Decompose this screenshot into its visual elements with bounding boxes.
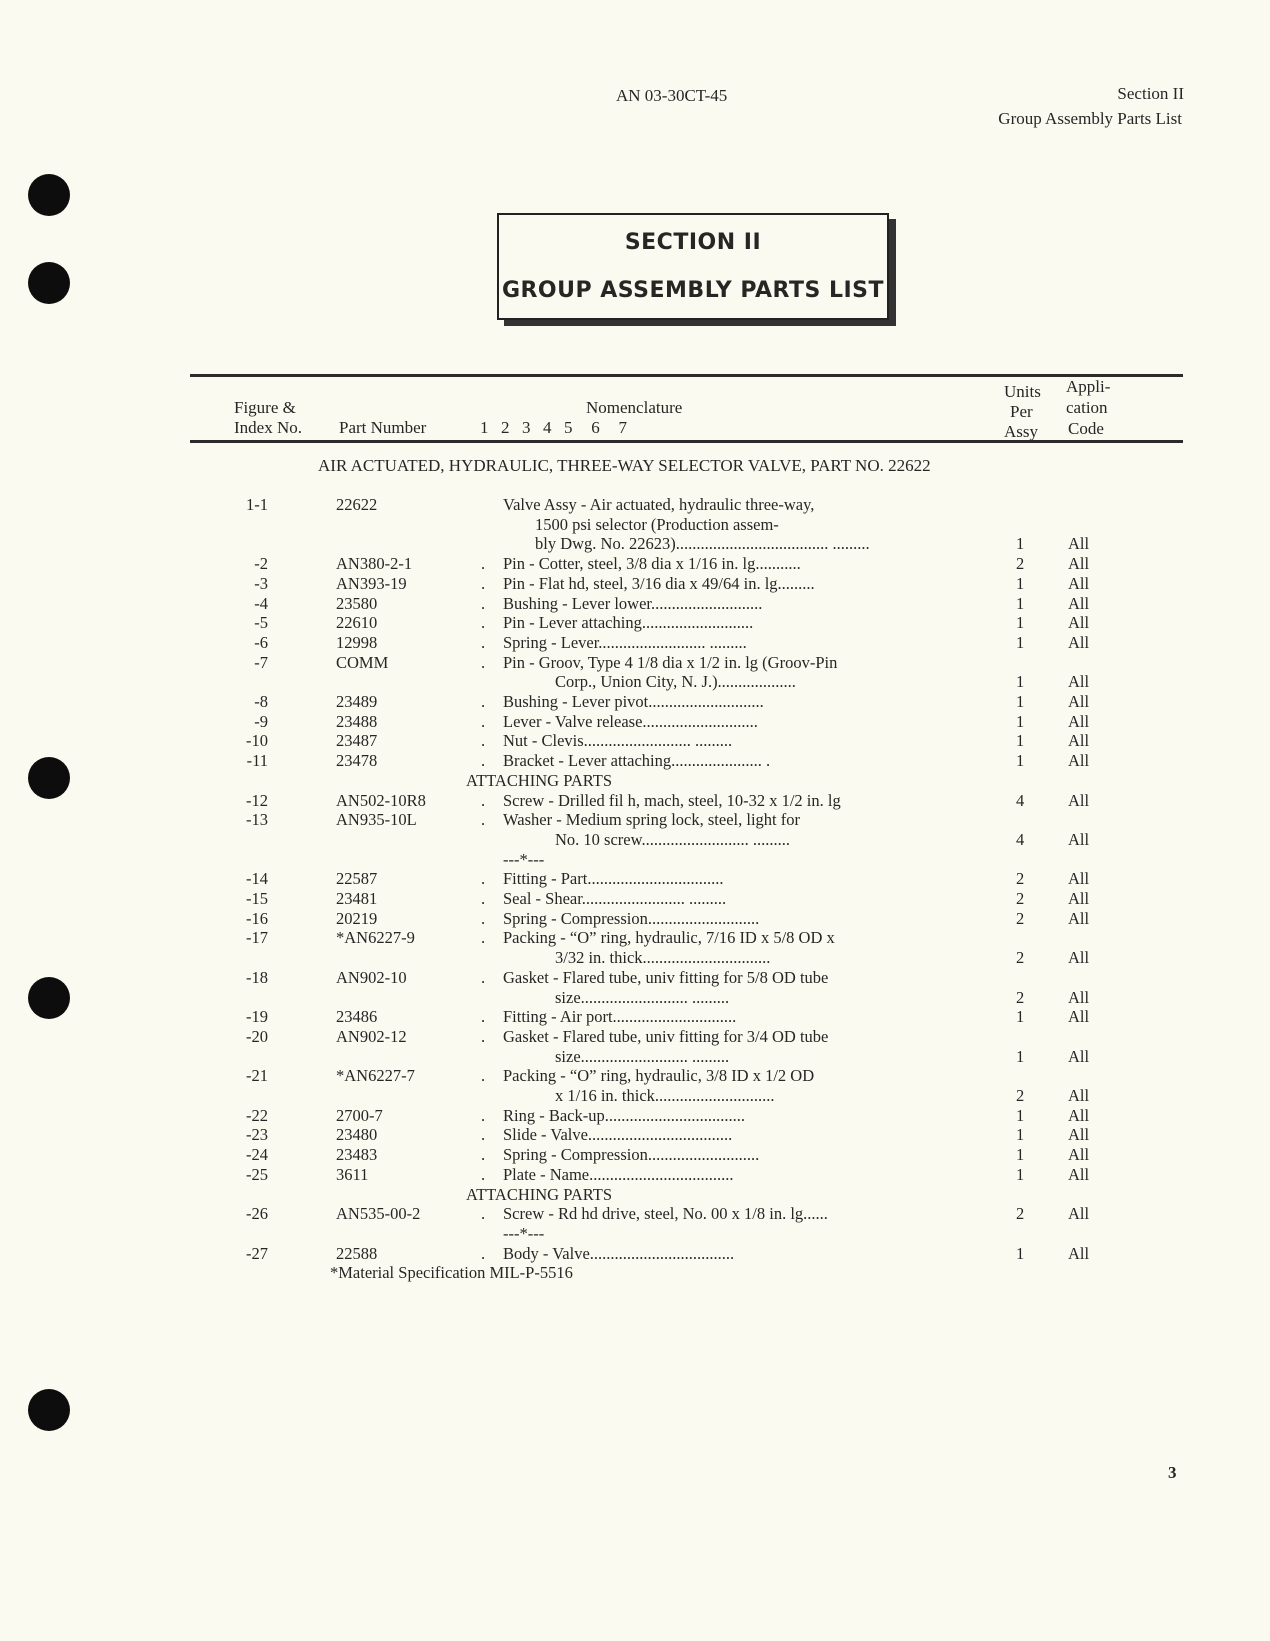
separator: ---*---	[503, 849, 545, 869]
table-row	[0, 1106, 1270, 1126]
units-per-assy: 1	[1016, 751, 1025, 771]
col-figure-1: Figure &	[234, 398, 296, 417]
table-row-continuation	[0, 948, 1270, 968]
part-number: 23483	[336, 1145, 378, 1165]
nomenclature: Packing - “O” ring, hydraulic, 7/16 ID x 5/8 OD x	[503, 928, 835, 948]
part-number: AN535-00-2	[336, 1204, 421, 1224]
header-top-rule	[190, 374, 1183, 377]
units-per-assy: 1	[1016, 632, 1025, 652]
index-number: -4	[254, 593, 268, 613]
application-code: All	[1068, 672, 1090, 692]
nomenclature: Pin - Flat hd, steel, 3/16 dia x 49/64 in. lg.........	[503, 573, 815, 593]
index-number: -20	[246, 1026, 268, 1046]
application-code: All	[1068, 692, 1090, 711]
section-title: Group Assembly Parts List	[998, 109, 1182, 128]
index-number: -19	[246, 1007, 268, 1027]
nomenclature: Spring - Lever.......................... .........	[503, 632, 747, 652]
part-number: 3611	[336, 1164, 369, 1184]
part-number: 20219	[336, 908, 378, 928]
indent-dot: .	[481, 613, 486, 633]
col-part-number: Part Number	[339, 418, 427, 437]
part-number: 2700-7	[336, 1105, 383, 1125]
title-line-1: SECTION II	[624, 230, 762, 255]
part-number: 23481	[336, 889, 378, 908]
separator: ---*---	[503, 1223, 545, 1243]
nomenclature-continued: bly Dwg. No. 22623)..................................... .........	[535, 534, 870, 554]
nomenclature: Slide - Valve...................................	[503, 1125, 733, 1145]
indent-dot: .	[481, 810, 486, 830]
attaching-parts-heading: ATTACHING PARTS	[466, 1184, 613, 1204]
punch-hole	[28, 262, 70, 304]
indent-dot: .	[481, 1243, 486, 1263]
index-number: -25	[246, 1164, 268, 1184]
application-code: All	[1068, 1105, 1090, 1125]
index-number: -18	[246, 967, 268, 987]
table-row	[0, 889, 1270, 909]
table-row	[0, 495, 1270, 515]
application-code: All	[1068, 1125, 1090, 1145]
indent-dot: .	[481, 790, 486, 810]
units-per-assy: 1	[1016, 711, 1025, 731]
units-per-assy: 1	[1016, 1243, 1025, 1263]
nomenclature: Screw - Rd hd drive, steel, No. 00 x 1/8 in. lg......	[503, 1204, 828, 1224]
application-code: All	[1068, 948, 1090, 968]
indent-dot: .	[481, 731, 486, 751]
indent-dot: .	[481, 889, 486, 908]
units-per-assy: 2	[1016, 889, 1025, 908]
units-per-assy: 1	[1016, 613, 1025, 633]
table-row	[0, 1007, 1270, 1027]
table-row-continuation	[0, 534, 1270, 554]
doc-number: AN 03-30CT-45	[616, 86, 728, 105]
table-row	[0, 574, 1270, 594]
table-row	[0, 1244, 1270, 1264]
application-code: All	[1068, 1243, 1090, 1263]
indent-dot: .	[481, 554, 486, 574]
part-number: AN380-2-1	[336, 554, 413, 574]
nomenclature: Gasket - Flared tube, univ fitting for 3/4 OD tube	[503, 1026, 829, 1046]
application-code: All	[1068, 711, 1090, 731]
table-row	[0, 1125, 1270, 1145]
table-row	[0, 1027, 1270, 1047]
index-number: -7	[254, 652, 268, 672]
application-code: All	[1068, 889, 1090, 908]
part-number: 22587	[336, 869, 378, 889]
indent-dot: .	[481, 751, 486, 771]
nomenclature: Lever - Valve release............................	[503, 711, 758, 731]
indent-dot: .	[481, 967, 486, 987]
footnote: *Material Specification MIL-P-5516	[330, 1263, 573, 1283]
part-number: 23487	[336, 731, 378, 751]
application-code: All	[1068, 1086, 1090, 1105]
units-per-assy: 1	[1016, 1105, 1025, 1125]
table-row	[0, 1145, 1270, 1165]
nomenclature-continued: 1500 psi selector (Production assem-	[535, 514, 779, 534]
application-code: All	[1068, 1007, 1090, 1027]
index-number: -23	[246, 1125, 268, 1145]
nomenclature: Pin - Cotter, steel, 3/8 dia x 1/16 in. lg...........	[503, 554, 801, 574]
units-per-assy: 1	[1016, 672, 1025, 692]
indent-dot: .	[481, 1164, 486, 1184]
indent-dot: .	[481, 1007, 486, 1027]
units-per-assy: 4	[1016, 829, 1025, 849]
application-code: All	[1068, 1164, 1090, 1184]
nomenclature-continued: Corp., Union City, N. J.)...................	[555, 672, 796, 692]
part-number: 23580	[336, 593, 378, 613]
application-code: All	[1068, 1145, 1090, 1165]
nomenclature: Body - Valve...................................	[503, 1243, 735, 1263]
indent-dot: .	[481, 692, 486, 711]
table-row	[0, 909, 1270, 929]
nomenclature: Pin - Lever attaching...........................	[503, 613, 754, 633]
application-code: All	[1068, 554, 1090, 574]
nomenclature: Screw - Drilled fil h, mach, steel, 10-32 x 1/2 in. lg	[503, 790, 841, 810]
col-units-3: Assy	[1004, 422, 1039, 441]
indent-dot: .	[481, 652, 486, 672]
part-number: 23486	[336, 1007, 378, 1027]
application-code: All	[1068, 573, 1090, 593]
table-row-continuation	[0, 988, 1270, 1008]
table-row	[0, 731, 1270, 751]
index-number: -21	[246, 1066, 268, 1086]
punch-hole	[28, 174, 70, 216]
col-units-1: Units	[1004, 382, 1041, 401]
index-number: -5	[254, 613, 268, 633]
table-row-continuation	[0, 1263, 1270, 1283]
col-units-2: Per	[1010, 402, 1033, 421]
nomenclature-continued: 3/32 in. thick...............................	[555, 948, 771, 968]
table-row-continuation	[0, 1047, 1270, 1067]
index-number: -15	[246, 889, 268, 908]
table-row-continuation	[0, 850, 1270, 870]
indent-dot: .	[481, 573, 486, 593]
nomenclature: Nut - Clevis.......................... .........	[503, 731, 733, 751]
index-number: 1-1	[246, 495, 268, 514]
units-per-assy: 2	[1016, 987, 1025, 1007]
units-per-assy: 1	[1016, 1125, 1025, 1145]
application-code: All	[1068, 829, 1090, 849]
application-code: All	[1068, 1204, 1090, 1224]
indent-dot: .	[481, 1105, 486, 1125]
table-row	[0, 633, 1270, 653]
table-row-continuation	[0, 830, 1270, 850]
table-row-continuation	[0, 515, 1270, 535]
table-row	[0, 810, 1270, 830]
table-row	[0, 1204, 1270, 1224]
index-number: -26	[246, 1204, 268, 1224]
part-number: 22588	[336, 1243, 378, 1263]
index-number: -13	[246, 810, 268, 830]
application-code: All	[1068, 632, 1090, 652]
nomenclature: Bracket - Lever attaching...................... .	[503, 751, 771, 771]
index-number: -11	[246, 751, 268, 771]
indent-dot: .	[481, 1204, 486, 1224]
table-row-continuation	[0, 672, 1270, 692]
col-app-2: cation	[1066, 398, 1108, 417]
title-line-2: GROUP ASSEMBLY PARTS LIST	[501, 278, 885, 303]
units-per-assy: 2	[1016, 908, 1025, 928]
units-per-assy: 2	[1016, 948, 1025, 968]
application-code: All	[1068, 908, 1090, 928]
index-number: -22	[246, 1105, 268, 1125]
application-code: All	[1068, 593, 1090, 613]
index-number: -3	[254, 573, 268, 593]
table-row	[0, 791, 1270, 811]
table-row	[0, 928, 1270, 948]
units-per-assy: 2	[1016, 554, 1025, 574]
index-number: -14	[246, 869, 268, 889]
application-code: All	[1068, 751, 1090, 771]
nomenclature-continued: No. 10 screw.......................... .........	[555, 829, 790, 849]
index-number: -27	[246, 1243, 268, 1263]
application-code: All	[1068, 1046, 1090, 1066]
table-row	[0, 1066, 1270, 1086]
table-row	[0, 751, 1270, 771]
units-per-assy: 1	[1016, 731, 1025, 751]
nomenclature-continued: size.......................... .........	[555, 987, 730, 1007]
col-app-1: Appli-	[1066, 377, 1111, 396]
indent-dot: .	[481, 1066, 486, 1086]
nomenclature: Bushing - Lever pivot............................	[503, 692, 764, 711]
part-number: AN502-10R8	[336, 790, 426, 810]
units-per-assy: 1	[1016, 1046, 1025, 1066]
part-number: AN935-10L	[336, 810, 417, 830]
part-number: 23480	[336, 1125, 378, 1145]
part-number: 23488	[336, 711, 378, 731]
table-row	[0, 968, 1270, 988]
units-per-assy: 1	[1016, 534, 1025, 554]
units-per-assy: 1	[1016, 692, 1025, 711]
col-figure-2: Index No.	[234, 418, 302, 437]
nomenclature: Plate - Name...................................	[503, 1164, 734, 1184]
table-row	[0, 692, 1270, 712]
nomenclature: Fitting - Part.................................	[503, 869, 724, 889]
indent-dot: .	[481, 928, 486, 948]
part-number: 22610	[336, 613, 378, 633]
index-number: -17	[246, 928, 268, 948]
part-number: 22622	[336, 495, 378, 514]
application-code: All	[1068, 731, 1090, 751]
index-number: -8	[254, 692, 268, 711]
units-per-assy: 2	[1016, 869, 1025, 889]
application-code: All	[1068, 790, 1090, 810]
part-number: 12998	[336, 632, 378, 652]
units-per-assy: 4	[1016, 790, 1025, 810]
section-title-box	[497, 213, 889, 320]
part-number: 23489	[336, 692, 378, 711]
units-per-assy: 1	[1016, 1145, 1025, 1165]
table-row	[0, 1165, 1270, 1185]
table-row-continuation	[0, 1224, 1270, 1244]
table-row	[0, 712, 1270, 732]
indent-dot: .	[481, 1125, 486, 1145]
part-number: *AN6227-7	[336, 1066, 415, 1086]
units-per-assy: 2	[1016, 1086, 1025, 1105]
part-number: AN902-10	[336, 967, 407, 987]
page-number: 3	[1168, 1463, 1177, 1482]
index-number: -16	[246, 908, 268, 928]
indent-dot: .	[481, 632, 486, 652]
table-row	[0, 653, 1270, 673]
nomenclature: Gasket - Flared tube, univ fitting for 5/8 OD tube	[503, 967, 829, 987]
nomenclature: Seal - Shear......................... .........	[503, 889, 727, 908]
units-per-assy: 1	[1016, 1164, 1025, 1184]
part-number: 23478	[336, 751, 378, 771]
nomenclature: Bushing - Lever lower...........................	[503, 593, 763, 613]
col-indent-levels: 1 2 3 4 5 6 7	[480, 418, 627, 437]
nomenclature: Spring - Compression...........................	[503, 1145, 760, 1165]
indent-dot: .	[481, 1145, 486, 1165]
nomenclature: Packing - “O” ring, hydraulic, 3/8 ID x 1/2 OD	[503, 1066, 815, 1086]
table-row-continuation	[0, 1185, 1270, 1205]
index-number: -24	[246, 1145, 268, 1165]
nomenclature: Pin - Groov, Type 4 1/8 dia x 1/2 in. lg (Groov-Pin	[503, 652, 838, 672]
indent-dot: .	[481, 908, 486, 928]
units-per-assy: 2	[1016, 1204, 1025, 1224]
index-number: -2	[254, 554, 268, 574]
nomenclature: Spring - Compression...........................	[503, 908, 760, 928]
index-number: -12	[246, 790, 268, 810]
col-nomenclature: Nomenclature	[586, 398, 683, 417]
part-number: COMM	[336, 652, 389, 672]
units-per-assy: 1	[1016, 593, 1025, 613]
nomenclature: Fitting - Air port..............................	[503, 1007, 737, 1027]
application-code: All	[1068, 869, 1090, 889]
punch-hole	[28, 1389, 70, 1431]
nomenclature: Washer - Medium spring lock, steel, light for	[503, 810, 800, 830]
index-number: -9	[254, 711, 268, 731]
index-number: -6	[254, 632, 268, 652]
indent-dot: .	[481, 1026, 486, 1046]
indent-dot: .	[481, 711, 486, 731]
table-row	[0, 594, 1270, 614]
table-row-continuation	[0, 771, 1270, 791]
assembly-title: AIR ACTUATED, HYDRAULIC, THREE-WAY SELECTOR VALVE, PART NO. 22622	[318, 456, 931, 475]
part-number: AN902-12	[336, 1026, 407, 1046]
application-code: All	[1068, 613, 1090, 633]
section-label: Section II	[1117, 84, 1184, 103]
indent-dot: .	[481, 869, 486, 889]
part-number: AN393-19	[336, 573, 407, 593]
indent-dot: .	[481, 593, 486, 613]
nomenclature: Valve Assy - Air actuated, hydraulic three-way,	[503, 495, 815, 514]
index-number: -10	[246, 731, 268, 751]
part-number: *AN6227-9	[336, 928, 415, 948]
nomenclature-continued: size.......................... .........	[555, 1046, 730, 1066]
attaching-parts-heading: ATTACHING PARTS	[466, 770, 613, 790]
nomenclature-continued: x 1/16 in. thick.............................	[555, 1086, 775, 1105]
application-code: All	[1068, 987, 1090, 1007]
col-app-3: Code	[1068, 419, 1104, 438]
table-row	[0, 613, 1270, 633]
units-per-assy: 1	[1016, 1007, 1025, 1027]
application-code: All	[1068, 534, 1090, 554]
nomenclature: Ring - Back-up..................................	[503, 1105, 745, 1125]
table-row-continuation	[0, 1086, 1270, 1106]
table-row	[0, 554, 1270, 574]
units-per-assy: 1	[1016, 573, 1025, 593]
table-row	[0, 869, 1270, 889]
